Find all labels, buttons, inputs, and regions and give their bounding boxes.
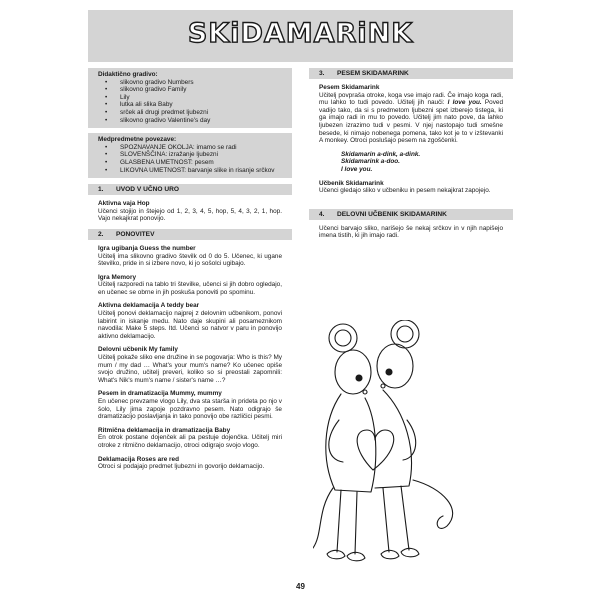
activity-heading: Ritmična deklamacija in dramatizacija Baby [98, 426, 231, 434]
section-title: PONOVITEV [116, 230, 155, 238]
activity-text: Učenci gledajo sliko v učbeniku in pesem nekajkrat zapojejo. [319, 187, 491, 195]
activity-block [309, 84, 513, 145]
section-4-header [309, 209, 513, 220]
activity-block [88, 274, 292, 297]
activity-text: Učitelj ima slikovno gradivo številk od 0 do 5. Učenec, ki ugane številko, pride in si izbere novo, ki jo sošolci ugibajo. [98, 252, 282, 268]
phrase-i-love-you: I love you. [447, 99, 482, 107]
list-item: • slikovno gradivo Numbers [98, 79, 282, 87]
text-span: Poved vadijo tako, da si s predmetom ljubezni spet izberejo tistega, ki ga imajo radi in mu to povedo. Učitelj jim nato pove, da lahko ljubezen izrazimo tudi v pesmi. V njej nastopajo tudi smešne besede, ki nimajo nobenega pomena, tako kot je to v izštevanki A monkey. Otroci poslušajo pesem na zgoščenki. [319, 99, 503, 145]
didakticno-box [88, 68, 292, 128]
activity-text [319, 92, 503, 145]
right-column [309, 68, 513, 246]
activity-block [309, 180, 513, 195]
activity-block [88, 200, 292, 223]
list-item: • LIKOVNA UMETNOST: barvanje slike in risanje srčkov [98, 167, 282, 175]
list-item: • lutka ali slika Baby [98, 101, 282, 109]
activity-block [88, 245, 292, 268]
activity-text: Učitelj pokaže sliko ene družine in se pogovarja: Who is this? My mum / my dad … What's your mum's name? Ko učenec opiše svojo družino, učitelj preveri, koliko so si preostali zapomnili: What's Nik's mum's name / sister's name …? [98, 354, 282, 384]
section-number: 3. [319, 70, 325, 77]
activity-heading: Igra ugibanja Guess the number [98, 244, 196, 252]
activity-block [88, 427, 292, 450]
section-title: UVOD V UČNO URO [116, 186, 180, 194]
list-item: • GLASBENA UMETNOST: pesem [98, 159, 282, 167]
song-lyrics [309, 151, 513, 174]
page-title: SKiDAMARiNK [187, 18, 414, 49]
worksheet-page [88, 10, 513, 595]
song-line: I love you. [341, 165, 373, 173]
activity-block [88, 456, 292, 471]
didakticno-list [98, 79, 282, 125]
activity-heading: Deklamacija Roses are red [98, 455, 179, 463]
medpredmetne-box [88, 133, 292, 178]
song-line: Skidamarin a-dink, a-dink. [341, 150, 421, 158]
section-number: 4. [319, 210, 325, 218]
list-item: • SLOVENŠČINA: izražanje ljubezni [98, 151, 282, 159]
activity-heading: Pesem Skidamarink [319, 84, 380, 91]
activity-block [309, 225, 513, 240]
section-1-header [88, 184, 292, 195]
activity-heading: Pesem in dramatizacija Mummy, mummy [98, 390, 222, 398]
activity-text: Otroci si podajajo predmet ljubezni in govorijo deklamacijo. [98, 463, 265, 471]
activity-heading: Učbenik Skidamarink [319, 179, 384, 187]
list-item: • SPOZNAVANJE OKOLJA: imamo se radi [98, 144, 282, 152]
list-item: • Lily [98, 94, 282, 102]
title-banner [88, 10, 513, 62]
activity-text: Učenci barvajo sliko, narišejo še nekaj srčkov in v njih napišejo imena tistih, ki jih imajo radi. [319, 224, 503, 240]
mice-hugging-heart-illustration [313, 320, 473, 580]
section-title: PESEM SKIDAMARINK [337, 70, 409, 77]
activity-text: Učenci stojijo in štejejo od 1, 2, 3, 4, 5, hop, 5, 4, 3, 2, 1, hop. Vajo nekajkrat ponovijo. [98, 207, 282, 223]
activity-heading: Igra Memory [98, 273, 137, 281]
didakticno-heading: Didaktično gradivo: [98, 71, 158, 78]
page-number: 49 [296, 582, 305, 591]
medpredmetne-list [98, 144, 282, 174]
section-2-header [88, 229, 292, 240]
list-item: • srček ali drugi predmet ljubezni [98, 109, 282, 117]
list-item: • slikovno gradivo Valentine's day [98, 117, 282, 125]
activity-heading: Delovni učbenik My family [98, 346, 178, 354]
medpredmetne-heading: Medpredmetne povezave: [98, 136, 177, 144]
text-span: Učitelj povpraša otroke, koga vse imajo radi. Če imajo koga radi, mu lahko to tudi povedo. Učitelj jih nauči: [319, 91, 503, 107]
section-title: DELOVNI UČBENIK SKIDAMARINK [337, 210, 447, 218]
activity-block [88, 346, 292, 384]
activity-text: Učitelj ponovi deklamacijo najprej z delovnim učbenikom, ponovi labirint in iskanje medu. Nato daje skupini ali posameznikom navodila: Make 5 steps. Itd. Učenci so natvor v paru in ponovijo aktivno deklamacijo. [98, 310, 282, 340]
left-column [88, 68, 292, 477]
activity-text: En otrok postane dojenček ali pa pestuje dojenčka. Učitelj miri otroke z ritmično deklamacijo, otroci odigrajo svojo vlogo. [98, 434, 282, 449]
activity-heading: Aktivna deklamacija A teddy bear [98, 302, 200, 310]
activity-block [88, 390, 292, 420]
activity-text: En učenec prevzame vlogo Lily, dva sta starša in prideta po njo v šolo, Lily jima zapoje pozdravno pesem. Nato odigrajo še dramatizacijo poslavljanja in tako ponovijo obe različici pesmi. [98, 398, 282, 421]
activity-heading: Aktivna vaja Hop [98, 200, 150, 208]
section-number: 1. [98, 186, 104, 194]
section-number: 2. [98, 230, 104, 238]
list-item: • slikovno gradivo Family [98, 86, 282, 94]
activity-block [88, 302, 292, 340]
song-line: Skidamarink a-doo. [341, 158, 400, 166]
section-3-header [309, 68, 513, 79]
activity-text: Učitelj razporedi na tablo tri številke, učenci si jih dobro ogledajo, en učenec se obrne in jih poskuša ponoviti po spominu. [98, 281, 282, 296]
